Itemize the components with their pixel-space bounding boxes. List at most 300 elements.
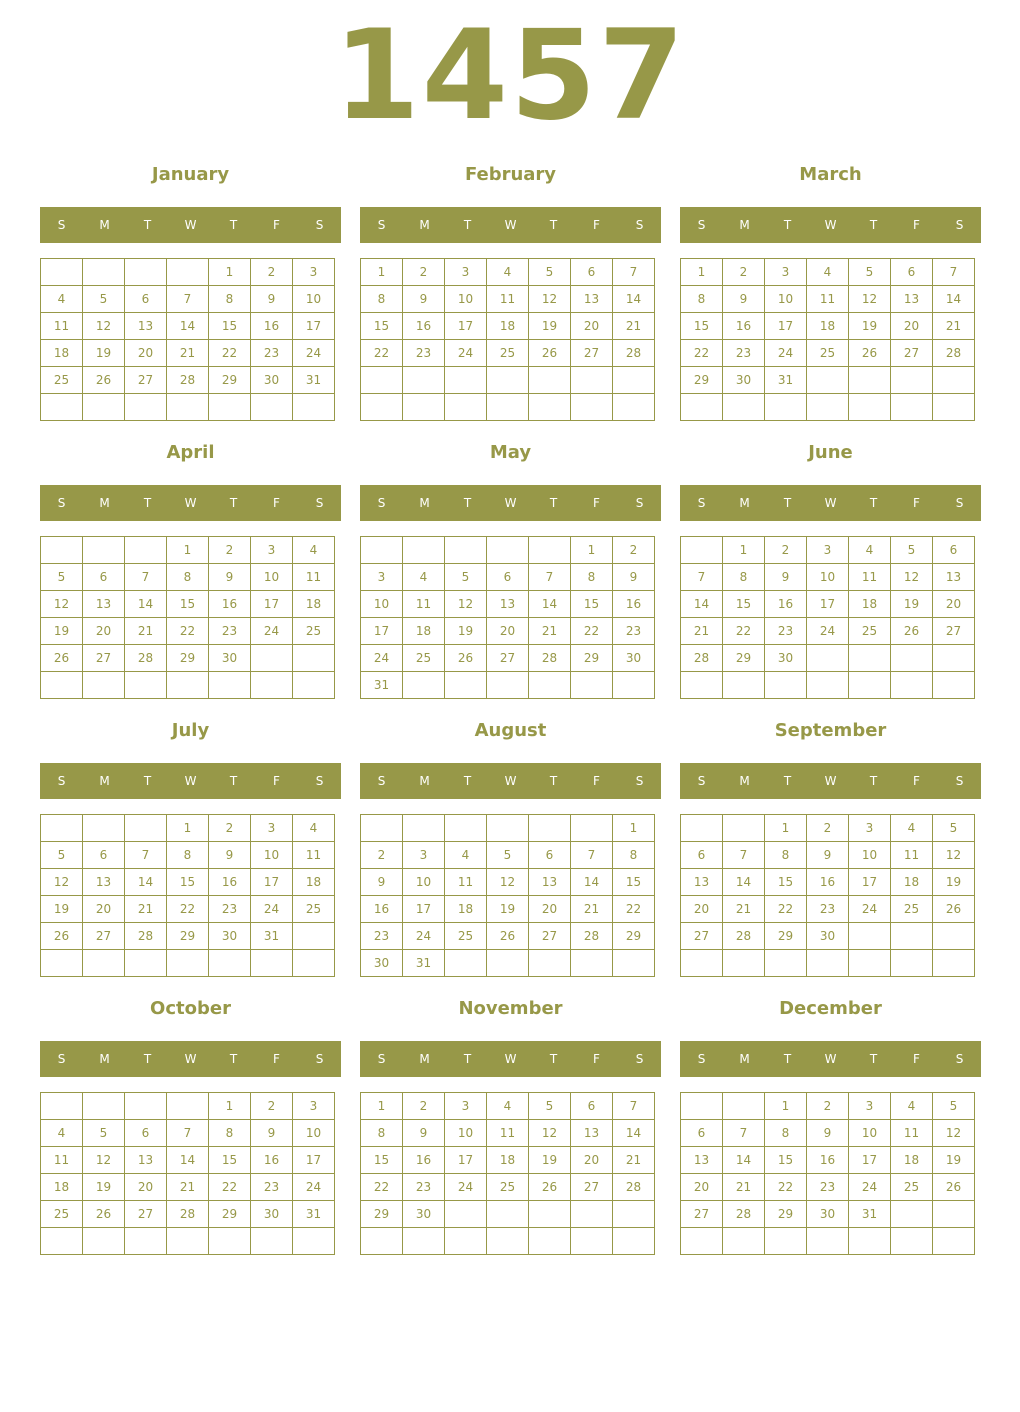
day-cell: 12 [487, 869, 529, 896]
empty-day-cell [251, 1228, 293, 1255]
weekday-label: T [869, 218, 878, 232]
day-cell: 7 [167, 286, 209, 313]
weekday-label: S [315, 218, 324, 232]
day-cell: 5 [487, 842, 529, 869]
empty-day-cell [251, 672, 293, 699]
day-grid [680, 1092, 975, 1255]
empty-day-cell [849, 394, 891, 421]
day-cell: 9 [361, 869, 403, 896]
day-cell: 4 [807, 259, 849, 286]
empty-day-cell [529, 394, 571, 421]
empty-day-cell [445, 672, 487, 699]
empty-day-cell [83, 950, 125, 977]
day-cell: 25 [807, 340, 849, 367]
day-cell: 26 [83, 1201, 125, 1228]
empty-day-cell [293, 394, 335, 421]
day-cell: 4 [849, 537, 891, 564]
day-cell: 25 [403, 645, 445, 672]
day-cell: 15 [209, 1147, 251, 1174]
day-cell: 1 [613, 815, 655, 842]
empty-day-cell [125, 672, 167, 699]
day-cell: 4 [41, 1120, 83, 1147]
day-cell: 15 [765, 869, 807, 896]
day-cell: 2 [807, 815, 849, 842]
day-cell: 1 [209, 1093, 251, 1120]
day-cell: 25 [487, 340, 529, 367]
day-cell: 19 [933, 869, 975, 896]
day-cell: 14 [723, 869, 765, 896]
day-cell: 14 [613, 286, 655, 313]
weekday-label: S [377, 218, 386, 232]
empty-day-cell [445, 537, 487, 564]
day-cell: 4 [293, 815, 335, 842]
day-cell: 11 [293, 564, 335, 591]
day-cell: 22 [765, 1174, 807, 1201]
day-cell: 4 [891, 1093, 933, 1120]
day-cell: 25 [41, 1201, 83, 1228]
day-cell: 26 [891, 618, 933, 645]
day-cell: 20 [125, 1174, 167, 1201]
empty-day-cell [571, 1228, 613, 1255]
weekday-label: W [184, 496, 197, 510]
day-cell: 26 [41, 923, 83, 950]
weekday-label: S [697, 496, 706, 510]
day-cell: 28 [125, 923, 167, 950]
empty-day-cell [723, 950, 765, 977]
day-cell: 26 [41, 645, 83, 672]
day-cell: 5 [83, 1120, 125, 1147]
year-title: 1457 [333, 4, 687, 148]
day-cell: 14 [167, 1147, 209, 1174]
weekday-label: S [57, 774, 66, 788]
day-cell: 24 [849, 896, 891, 923]
empty-day-cell [41, 394, 83, 421]
empty-day-cell [807, 645, 849, 672]
empty-day-cell [361, 1228, 403, 1255]
empty-day-cell [209, 672, 251, 699]
day-cell: 26 [529, 1174, 571, 1201]
weekday-label: F [273, 496, 280, 510]
day-cell: 7 [125, 842, 167, 869]
day-cell: 9 [613, 564, 655, 591]
day-cell: 14 [529, 591, 571, 618]
weekday-label: S [57, 218, 66, 232]
empty-day-cell [403, 394, 445, 421]
day-cell: 9 [807, 1120, 849, 1147]
weekday-label: W [824, 218, 837, 232]
weekday-label: W [824, 496, 837, 510]
day-cell: 9 [807, 842, 849, 869]
day-cell: 3 [251, 537, 293, 564]
day-cell: 23 [251, 1174, 293, 1201]
weekday-label: T [463, 1052, 472, 1066]
day-cell: 18 [293, 869, 335, 896]
day-cell: 16 [807, 869, 849, 896]
day-cell: 18 [403, 618, 445, 645]
weekday-label: S [377, 774, 386, 788]
weekday-label: T [229, 496, 238, 510]
empty-day-cell [167, 259, 209, 286]
empty-day-cell [849, 923, 891, 950]
empty-day-cell [613, 1228, 655, 1255]
empty-day-cell [209, 394, 251, 421]
day-cell: 15 [167, 591, 209, 618]
weekday-label: S [697, 774, 706, 788]
empty-day-cell [933, 1201, 975, 1228]
day-cell: 8 [681, 286, 723, 313]
empty-day-cell [613, 367, 655, 394]
day-cell: 12 [83, 1147, 125, 1174]
weekday-label: T [549, 496, 558, 510]
day-cell: 2 [209, 537, 251, 564]
weekday-label: W [504, 218, 517, 232]
empty-day-cell [445, 1201, 487, 1228]
empty-day-cell [933, 394, 975, 421]
day-cell: 26 [849, 340, 891, 367]
empty-day-cell [209, 950, 251, 977]
day-cell: 25 [293, 896, 335, 923]
day-cell: 17 [849, 1147, 891, 1174]
day-cell: 16 [209, 591, 251, 618]
day-grid [40, 536, 335, 699]
empty-day-cell [529, 672, 571, 699]
day-cell: 18 [487, 313, 529, 340]
day-cell: 27 [933, 618, 975, 645]
day-cell: 2 [251, 1093, 293, 1120]
day-cell: 10 [361, 591, 403, 618]
weekday-label: W [824, 774, 837, 788]
weekday-label: S [955, 496, 964, 510]
day-cell: 7 [723, 842, 765, 869]
day-cell: 8 [361, 286, 403, 313]
day-cell: 3 [403, 842, 445, 869]
day-grid [40, 258, 335, 421]
day-cell: 8 [723, 564, 765, 591]
day-cell: 29 [167, 645, 209, 672]
empty-day-cell [765, 394, 807, 421]
day-cell: 21 [723, 1174, 765, 1201]
empty-day-cell [571, 672, 613, 699]
day-cell: 18 [293, 591, 335, 618]
day-cell: 30 [209, 923, 251, 950]
day-cell: 12 [529, 286, 571, 313]
empty-day-cell [849, 672, 891, 699]
day-cell: 5 [529, 259, 571, 286]
day-cell: 27 [681, 1201, 723, 1228]
day-cell: 10 [251, 564, 293, 591]
weekday-header [680, 1041, 981, 1077]
weekday-label: T [463, 218, 472, 232]
empty-day-cell [807, 394, 849, 421]
day-cell: 26 [445, 645, 487, 672]
empty-day-cell [251, 645, 293, 672]
empty-day-cell [765, 1228, 807, 1255]
day-cell: 11 [807, 286, 849, 313]
day-cell: 20 [571, 1147, 613, 1174]
day-cell: 16 [613, 591, 655, 618]
empty-day-cell [891, 1201, 933, 1228]
empty-day-cell [571, 1201, 613, 1228]
weekday-label: T [143, 218, 152, 232]
empty-day-cell [807, 367, 849, 394]
day-cell: 20 [891, 313, 933, 340]
day-cell: 5 [445, 564, 487, 591]
day-cell: 16 [361, 896, 403, 923]
day-cell: 10 [765, 286, 807, 313]
empty-day-cell [723, 672, 765, 699]
day-cell: 10 [403, 869, 445, 896]
day-cell: 21 [125, 896, 167, 923]
month-name: December [779, 998, 882, 1019]
weekday-label: T [229, 218, 238, 232]
day-cell: 9 [765, 564, 807, 591]
day-cell: 1 [765, 815, 807, 842]
month-name: July [171, 720, 210, 741]
day-cell: 1 [765, 1093, 807, 1120]
day-cell: 6 [571, 259, 613, 286]
day-cell: 23 [209, 618, 251, 645]
day-cell: 12 [83, 313, 125, 340]
empty-day-cell [571, 367, 613, 394]
day-cell: 29 [167, 923, 209, 950]
day-cell: 23 [723, 340, 765, 367]
day-cell: 16 [251, 313, 293, 340]
day-cell: 20 [571, 313, 613, 340]
weekday-label: W [184, 774, 197, 788]
empty-day-cell [167, 1228, 209, 1255]
day-cell: 4 [445, 842, 487, 869]
day-cell: 8 [209, 286, 251, 313]
weekday-label: M [739, 774, 750, 788]
day-grid [360, 814, 655, 977]
day-cell: 17 [445, 313, 487, 340]
empty-day-cell [681, 815, 723, 842]
day-cell: 27 [125, 1201, 167, 1228]
empty-day-cell [487, 537, 529, 564]
empty-day-cell [529, 367, 571, 394]
day-cell: 30 [361, 950, 403, 977]
day-cell: 13 [681, 869, 723, 896]
day-cell: 16 [251, 1147, 293, 1174]
weekday-label: T [143, 774, 152, 788]
empty-day-cell [445, 367, 487, 394]
day-cell: 4 [891, 815, 933, 842]
weekday-header [680, 485, 981, 521]
weekday-header [360, 207, 661, 243]
weekday-label: S [955, 1052, 964, 1066]
day-cell: 22 [361, 340, 403, 367]
weekday-label: M [99, 218, 110, 232]
day-cell: 7 [681, 564, 723, 591]
day-cell: 25 [487, 1174, 529, 1201]
day-cell: 31 [361, 672, 403, 699]
empty-day-cell [125, 815, 167, 842]
weekday-label: T [869, 1052, 878, 1066]
empty-day-cell [361, 537, 403, 564]
weekday-label: S [635, 774, 644, 788]
day-cell: 1 [361, 259, 403, 286]
day-cell: 3 [293, 1093, 335, 1120]
weekday-label: M [419, 1052, 430, 1066]
weekday-label: T [783, 774, 792, 788]
day-cell: 3 [445, 259, 487, 286]
day-cell: 11 [445, 869, 487, 896]
weekday-label: T [463, 496, 472, 510]
empty-day-cell [613, 950, 655, 977]
empty-day-cell [167, 394, 209, 421]
empty-day-cell [41, 1228, 83, 1255]
weekday-header [360, 1041, 661, 1077]
day-cell: 11 [487, 286, 529, 313]
day-cell: 26 [933, 896, 975, 923]
day-cell: 12 [891, 564, 933, 591]
weekday-label: S [377, 496, 386, 510]
empty-day-cell [293, 645, 335, 672]
day-cell: 7 [613, 1093, 655, 1120]
empty-day-cell [487, 815, 529, 842]
day-cell: 14 [125, 869, 167, 896]
day-cell: 12 [933, 1120, 975, 1147]
day-cell: 14 [933, 286, 975, 313]
day-cell: 17 [293, 313, 335, 340]
weekday-header [360, 485, 661, 521]
day-cell: 19 [529, 313, 571, 340]
empty-day-cell [723, 815, 765, 842]
day-cell: 27 [487, 645, 529, 672]
day-cell: 16 [209, 869, 251, 896]
empty-day-cell [403, 672, 445, 699]
weekday-label: M [419, 496, 430, 510]
empty-day-cell [83, 259, 125, 286]
day-cell: 28 [571, 923, 613, 950]
day-cell: 19 [41, 896, 83, 923]
empty-day-cell [891, 394, 933, 421]
empty-day-cell [41, 1093, 83, 1120]
weekday-label: W [504, 774, 517, 788]
empty-day-cell [403, 537, 445, 564]
weekday-label: F [273, 218, 280, 232]
day-cell: 20 [933, 591, 975, 618]
day-cell: 21 [613, 1147, 655, 1174]
empty-day-cell [403, 1228, 445, 1255]
day-cell: 13 [681, 1147, 723, 1174]
day-cell: 27 [83, 645, 125, 672]
weekday-label: S [315, 774, 324, 788]
empty-day-cell [125, 259, 167, 286]
empty-day-cell [83, 1093, 125, 1120]
day-cell: 30 [613, 645, 655, 672]
day-cell: 24 [445, 340, 487, 367]
day-cell: 20 [125, 340, 167, 367]
day-cell: 8 [209, 1120, 251, 1147]
day-cell: 20 [681, 896, 723, 923]
day-cell: 4 [41, 286, 83, 313]
day-cell: 11 [403, 591, 445, 618]
weekday-label: M [99, 774, 110, 788]
month-name: January [151, 164, 230, 185]
day-cell: 21 [125, 618, 167, 645]
weekday-header [680, 763, 981, 799]
day-cell: 18 [849, 591, 891, 618]
day-cell: 24 [403, 923, 445, 950]
day-cell: 21 [571, 896, 613, 923]
weekday-label: F [913, 496, 920, 510]
empty-day-cell [723, 394, 765, 421]
weekday-label: M [99, 1052, 110, 1066]
empty-day-cell [681, 950, 723, 977]
day-cell: 13 [571, 286, 613, 313]
weekday-label: T [143, 496, 152, 510]
day-cell: 13 [933, 564, 975, 591]
empty-day-cell [529, 1228, 571, 1255]
day-cell: 29 [613, 923, 655, 950]
day-cell: 23 [807, 896, 849, 923]
empty-day-cell [487, 367, 529, 394]
empty-day-cell [723, 1093, 765, 1120]
empty-day-cell [293, 923, 335, 950]
day-cell: 24 [849, 1174, 891, 1201]
day-cell: 15 [209, 313, 251, 340]
empty-day-cell [529, 815, 571, 842]
empty-day-cell [293, 950, 335, 977]
day-cell: 15 [765, 1147, 807, 1174]
day-cell: 8 [361, 1120, 403, 1147]
day-cell: 19 [529, 1147, 571, 1174]
weekday-label: S [635, 496, 644, 510]
day-cell: 14 [613, 1120, 655, 1147]
weekday-header [40, 1041, 341, 1077]
day-cell: 10 [293, 286, 335, 313]
day-cell: 17 [403, 896, 445, 923]
empty-day-cell [41, 950, 83, 977]
month-name: November [458, 998, 563, 1019]
day-cell: 9 [403, 286, 445, 313]
weekday-label: T [869, 774, 878, 788]
day-cell: 25 [849, 618, 891, 645]
day-cell: 17 [765, 313, 807, 340]
empty-day-cell [933, 367, 975, 394]
day-cell: 27 [571, 340, 613, 367]
empty-day-cell [251, 950, 293, 977]
day-cell: 30 [723, 367, 765, 394]
empty-day-cell [765, 672, 807, 699]
day-cell: 21 [723, 896, 765, 923]
empty-day-cell [361, 394, 403, 421]
empty-day-cell [445, 394, 487, 421]
day-cell: 24 [361, 645, 403, 672]
weekday-header [360, 763, 661, 799]
day-cell: 29 [571, 645, 613, 672]
day-cell: 16 [403, 1147, 445, 1174]
empty-day-cell [41, 259, 83, 286]
day-cell: 19 [83, 340, 125, 367]
day-cell: 24 [807, 618, 849, 645]
empty-day-cell [807, 1228, 849, 1255]
empty-day-cell [83, 815, 125, 842]
day-cell: 2 [403, 1093, 445, 1120]
day-cell: 11 [891, 842, 933, 869]
day-cell: 28 [613, 1174, 655, 1201]
weekday-header [680, 207, 981, 243]
day-grid [680, 814, 975, 977]
day-cell: 18 [891, 1147, 933, 1174]
weekday-label: S [697, 1052, 706, 1066]
day-cell: 6 [571, 1093, 613, 1120]
day-cell: 1 [167, 537, 209, 564]
weekday-label: W [504, 496, 517, 510]
empty-day-cell [167, 1093, 209, 1120]
day-cell: 6 [487, 564, 529, 591]
